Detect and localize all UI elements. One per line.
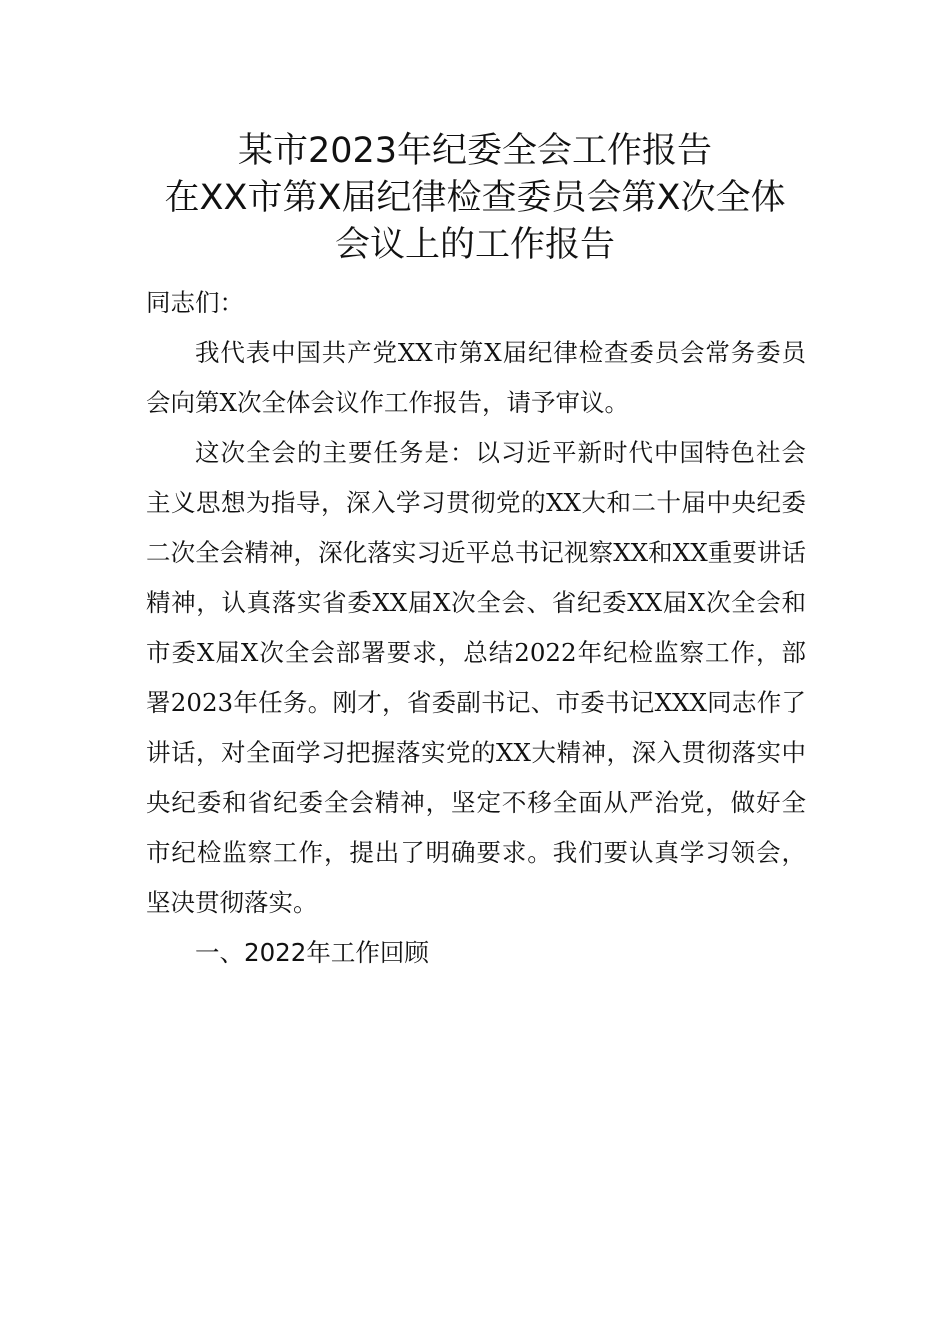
salutation: 同志们： (146, 288, 244, 317)
title-line-1: 某市2023年纪委全会工作报告 (237, 131, 713, 171)
document-body (146, 278, 806, 978)
title-line-2: 在XX市第X届纪律检查委员会第X次全体 (164, 178, 786, 218)
document-title (140, 128, 810, 269)
paragraph-intro: 我代表中国共产党XX市第X届纪律检查委员会常务委员会向第X次全体会议作工作报告，请予审议。 (146, 338, 806, 417)
paragraph-main-task: 这次全会的主要任务是：以习近平新时代中国特色社会主义思想为指导，深入学习贯彻党的XX大和二十届中央纪委二次全会精神，深化落实习近平总书记视察XX和XX重要讲话精神，认真落实省委XX届X次全会、省纪委XX届X次全会和市委X届X次全会部署要求，总结2022年纪检监察工作，部署2023年任务。刚才，省委副书记、市委书记XXX同志作了讲话，对全面学习把握落实党的XX大精神，深入贯彻落实中央纪委和省纪委全会精神，坚定不移全面从严治党，做好全市纪检监察工作，提出了明确要求。我们要认真学习领会，坚决贯彻落实。 (146, 438, 806, 917)
section-heading: 一、2022年工作回顾 (195, 938, 429, 967)
title-line-3: 会议上的工作报告 (334, 225, 615, 265)
